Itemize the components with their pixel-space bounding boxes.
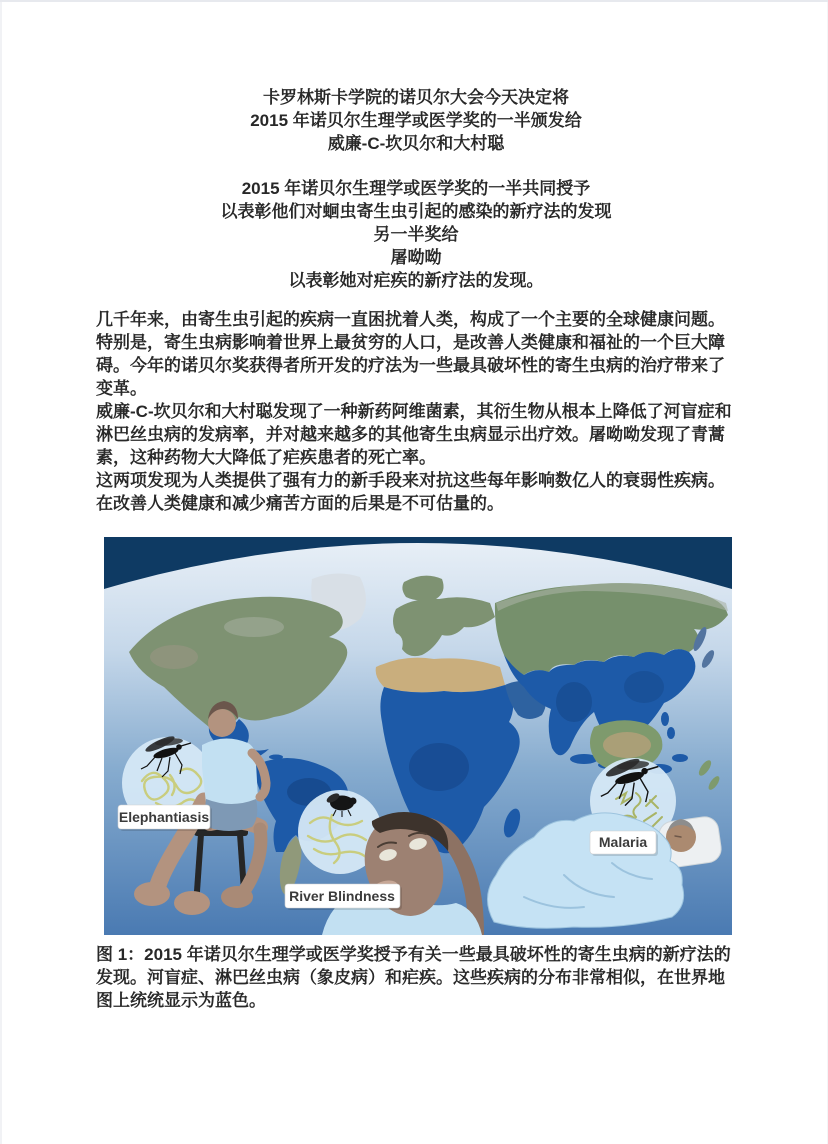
- document-content: [96, 86, 736, 1012]
- figure-caption: 图 1：2015 年诺贝尔生理学或医学奖授予有关一些最具破坏性的寄生虫病的新疗法的发现。河盲症、淋巴丝虫病（象皮病）和疟疾。这些疾病的分布非常相似，在世界地图上统统显示为蓝色。: [96, 945, 731, 1010]
- paragraph: 几千年来，由寄生虫引起的疾病一直困扰着人类，构成了一个主要的全球健康问题。特别是，寄生虫病影响着世界上最贫穷的人口，是改善人类健康和福祉的一个巨大障碍。今年的诺贝尔奖获得者所开发的疗法为一些最具破坏性的寄生虫病的治疗带来了变革。: [96, 310, 725, 398]
- river-blindness-label: River Blindness: [289, 888, 395, 904]
- announcement-heading: [96, 86, 736, 155]
- paragraph: 威廉-C-坎贝尔和大村聪发现了一种新药阿维菌素，其衍生物从根本上降低了河盲症和淋巴丝虫病的发病率，并对越来越多的其他寄生虫病显示出疗效。屠呦呦发现了青蒿素，这种药物大大降低了疟疾患者的死亡率。: [96, 402, 732, 467]
- elephantiasis-label: Elephantiasis: [118, 809, 210, 825]
- award-statement: [96, 177, 736, 292]
- award-line: 另一半奖给: [373, 225, 459, 244]
- body-text: [96, 308, 736, 515]
- world-map-illustration: [104, 537, 732, 935]
- paragraph: 这两项发现为人类提供了强有力的新手段来对抗这些每年影响数亿人的衰弱性疾病。在改善人类健康和减少痛苦方面的后果是不可估量的。: [96, 471, 725, 513]
- award-line: 2015 年诺贝尔生理学或医学奖的一半共同授予: [241, 179, 591, 198]
- award-line: 屠呦呦: [390, 248, 442, 267]
- heading-line: 卡罗林斯卡学院的诺贝尔大会今天决定将: [263, 88, 569, 107]
- heading-line: 2015 年诺贝尔生理学或医学奖的一半颁发给: [250, 111, 582, 130]
- award-line: 以表彰他们对蛔虫寄生虫引起的感染的新疗法的发现: [220, 202, 612, 221]
- award-line: 以表彰她对疟疾的新疗法的发现。: [288, 271, 544, 290]
- heading-line: 威廉-C-坎贝尔和大村聪: [327, 134, 505, 153]
- malaria-label: Malaria: [598, 834, 648, 850]
- figure-1-world-map: [104, 537, 732, 935]
